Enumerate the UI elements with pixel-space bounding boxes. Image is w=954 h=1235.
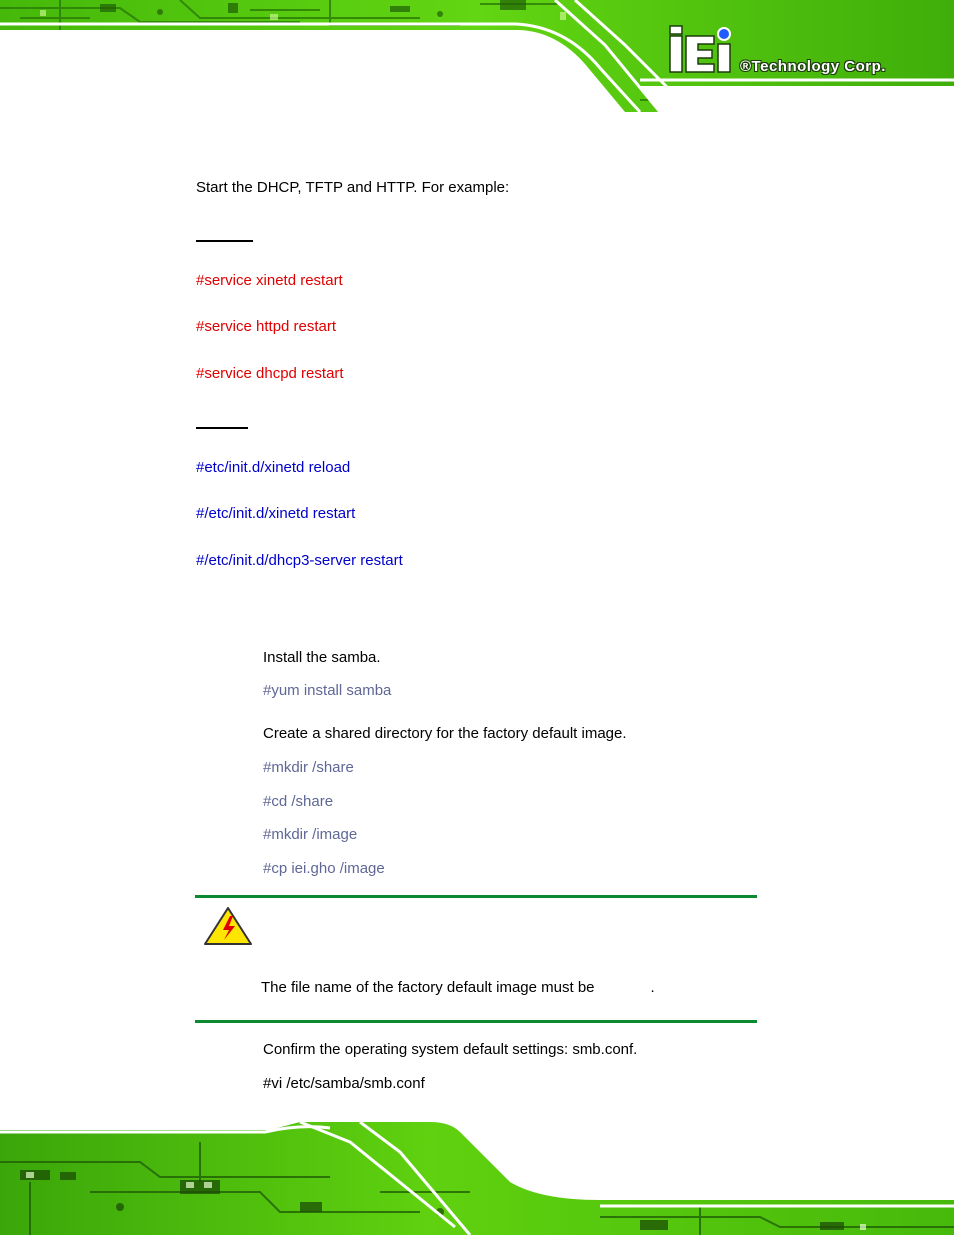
note-text [261, 979, 655, 997]
step-text: Create a shared directory for the factory default image. [263, 725, 627, 742]
intro-text: Start the DHCP, TFTP and HTTP. For example: [196, 179, 510, 196]
command-line: #etc/init.d/xinetd reload [196, 459, 351, 476]
note-bottom-rule [195, 1020, 757, 1023]
command-line: #cd /share [263, 793, 334, 810]
command-line: #yum install samba [263, 682, 392, 699]
step-text: Install the samba. [263, 649, 381, 666]
command-line: #mkdir /image [263, 826, 358, 843]
heading-underline-2 [196, 427, 248, 429]
warning-icon [203, 906, 253, 946]
note-period: . [650, 979, 655, 996]
command-line: #service httpd restart [196, 318, 337, 335]
command-line: #service xinetd restart [196, 272, 343, 289]
command-line: #mkdir /share [263, 759, 354, 776]
note-top-rule [195, 895, 757, 898]
note-sentence: The file name of the factory default image must be [261, 979, 595, 996]
command-line: #cp iei.gho /image [263, 860, 385, 877]
command-line: #/etc/init.d/xinetd restart [196, 505, 356, 522]
command-line: #vi /etc/samba/smb.conf [263, 1075, 425, 1092]
iei-logo-icon [666, 22, 736, 74]
page-header [0, 0, 954, 112]
command-line: #service dhcpd restart [196, 365, 344, 382]
company-name: ®Technology Corp. [740, 58, 886, 75]
heading-underline-1 [196, 240, 253, 242]
command-line: #/etc/init.d/dhcp3-server restart [196, 552, 403, 569]
circuit-board-footer [0, 1122, 954, 1235]
step-text: Confirm the operating system default settings: smb.conf. [263, 1041, 638, 1058]
page-footer [0, 1122, 954, 1235]
